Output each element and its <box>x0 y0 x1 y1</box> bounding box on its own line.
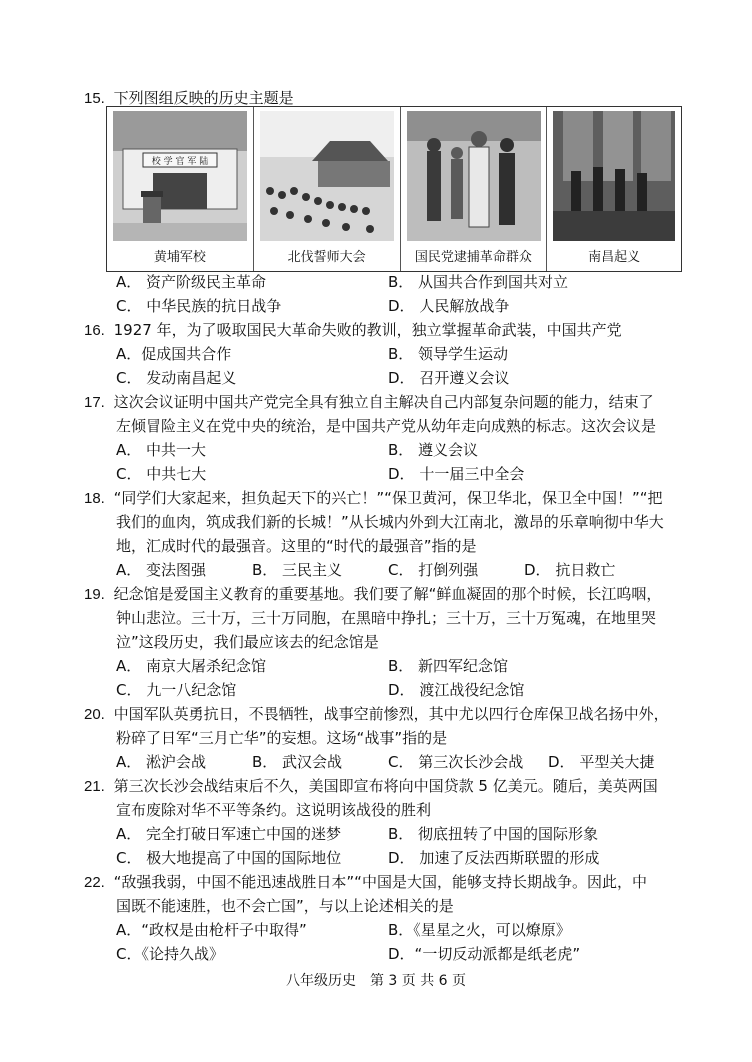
question-number: 18. <box>84 490 105 507</box>
q21-option-d: D． 加速了反法西斯联盟的形成 <box>388 849 600 867</box>
q22-stem-continuation: 国既不能速胜，也不会亡国”，与以上论述相关的是 <box>116 897 454 915</box>
q21-stem-continuation: 宣布废除对华不平等条约。这说明该战役的胜利 <box>116 801 432 819</box>
q16-option-a: A．促成国共合作 <box>116 345 232 363</box>
q18-option-d: D． 抗日救亡 <box>524 561 616 579</box>
gate-sign-text: 校 学 官 军 陆 <box>151 157 209 167</box>
beifa-rally-image <box>260 111 394 241</box>
q22-option-b: B．《星星之火，可以燎原》 <box>388 921 571 939</box>
q20-option-b: B． 武汉会战 <box>252 753 343 771</box>
q18-option-a: A． 变法图强 <box>116 561 207 579</box>
q18-option-c: C． 打倒列强 <box>388 561 479 579</box>
q20-option-c: C． 第三次长沙会战 <box>388 753 524 771</box>
q19-stem-continuation: 泣”这段历史，我们最应该去的纪念馆是 <box>116 633 379 651</box>
question-stem: 这次会议证明中国共产党完全具有独立自主解决自己内部复杂问题的能力，结束了 <box>113 393 654 411</box>
q19-option-c: C． 九一八纪念馆 <box>116 681 237 699</box>
q22-stem-line <box>84 870 647 895</box>
q20-stem-continuation: 粉碎了日军“三月亡华”的妄想。这场“战事”指的是 <box>116 729 448 747</box>
photo-caption: 北伐誓师大会 <box>287 250 366 265</box>
arrest-scene-image <box>407 111 541 241</box>
q20-stem-line <box>84 702 669 727</box>
q22-option-a: A．“政权是由枪杆子中取得” <box>116 921 307 939</box>
question-number: 22. <box>84 874 105 891</box>
q22-option-c: C．《论持久战》 <box>116 945 224 963</box>
photo-nanchang <box>547 107 681 271</box>
question-number: 17. <box>84 394 105 411</box>
q20-option-a: A． 淞沪会战 <box>116 753 207 771</box>
q16-option-c: C． 发动南昌起义 <box>116 369 237 387</box>
q19-stem-line <box>84 582 661 607</box>
q17-stem-line <box>84 390 654 415</box>
photo-caption: 南昌起义 <box>588 250 641 265</box>
q17-option-a: A． 中共一大 <box>116 441 207 459</box>
q16-option-d: D． 召开遵义会议 <box>388 369 510 387</box>
q19-option-a: A． 南京大屠杀纪念馆 <box>116 657 267 675</box>
q22-option-d: D．“一切反动派都是纸老虎” <box>388 945 581 963</box>
photo-caption: 国民党逮捕革命群众 <box>414 250 532 265</box>
q21-stem-line <box>84 774 658 799</box>
q17-option-d: D． 十一届三中全会 <box>388 465 525 483</box>
page-footer: 八年级历史 第 3 页 共 6 页 <box>285 973 467 989</box>
q17-stem-continuation: 左倾冒险主义在党中央的统治，是中国共产党从幼年走向成熟的标志。这次会议是 <box>116 417 657 435</box>
question-number: 19. <box>84 586 105 603</box>
q15-option-c: C． 中华民族的抗日战争 <box>116 297 282 315</box>
question-number: 21. <box>84 778 105 795</box>
q18-stem-line <box>84 486 663 511</box>
photo-arrest <box>401 107 548 271</box>
q20-option-d: D． 平型关大捷 <box>548 753 655 771</box>
q17-option-c: C． 中共七大 <box>116 465 207 483</box>
question-stem: 第三次长沙会战结束后不久，美国即宣布将向中国贷款 5 亿美元。随后，美英两国 <box>113 777 658 795</box>
q18-stem-continuation: 地，汇成时代的最强音。这里的“时代的最强音”指的是 <box>116 537 477 555</box>
question-stem: 下列图组反映的历史主题是 <box>113 89 294 107</box>
question-stem: 纪念馆是爱国主义教育的重要基地。我们要了解“鲜血凝固的那个时候，长江呜咽， <box>113 585 662 603</box>
q18-stem-continuation: 我们的血肉，筑成我们新的长城！”从长城内外到大江南北，激昂的乐章响彻中华大 <box>116 513 664 531</box>
q15-option-d: D． 人民解放战争 <box>388 297 510 315</box>
q21-option-b: B． 彻底扭转了中国的国际形象 <box>388 825 599 843</box>
question-stem: 中国军队英勇抗日，不畏牺牲，战事空前惨烈，其中尤以四行仓库保卫战名扬中外， <box>113 705 669 723</box>
q19-option-b: B． 新四军纪念馆 <box>388 657 509 675</box>
question-number: 15. <box>84 90 105 107</box>
huangpu-gate-image <box>113 111 247 241</box>
q19-stem-continuation: 钟山悲泣。三十万，三十万同胞，在黑暗中挣扎；三十万，三十万冤魂，在地里哭 <box>116 609 657 627</box>
nanchang-uprising-image <box>553 111 675 241</box>
q18-option-b: B． 三民主义 <box>252 561 343 579</box>
q21-option-c: C． 极大地提高了中国的国际地位 <box>116 849 342 867</box>
q17-option-b: B． 遵义会议 <box>388 441 479 459</box>
q15-option-a: A． 资产阶级民主革命 <box>116 273 267 291</box>
question-stem: “敌强我弱，中国不能迅速战胜日本”“中国是大国，能够支持长期战争。因此，中 <box>113 873 647 891</box>
q21-option-a: A． 完全打破日军速亡中国的迷梦 <box>116 825 342 843</box>
q15-option-b: B． 从国共合作到国共对立 <box>388 273 569 291</box>
photo-beifa <box>254 107 401 271</box>
question-number: 20. <box>84 706 105 723</box>
q19-option-d: D． 渡江战役纪念馆 <box>388 681 525 699</box>
question-stem: “同学们大家起来，担负起天下的兴亡！”“保卫黄河，保卫华北，保卫全中国！”“把 <box>113 489 663 507</box>
photo-caption: 黄埔军校 <box>153 250 206 265</box>
q16-option-b: B． 领导学生运动 <box>388 345 509 363</box>
question-stem: 1927 年，为了吸取国民大革命失败的教训，独立掌握革命武装，中国共产党 <box>113 321 622 339</box>
q15-photo-group <box>106 106 682 272</box>
q16-stem-line <box>84 318 622 343</box>
photo-huangpu <box>107 107 254 271</box>
question-number: 16. <box>84 322 105 339</box>
